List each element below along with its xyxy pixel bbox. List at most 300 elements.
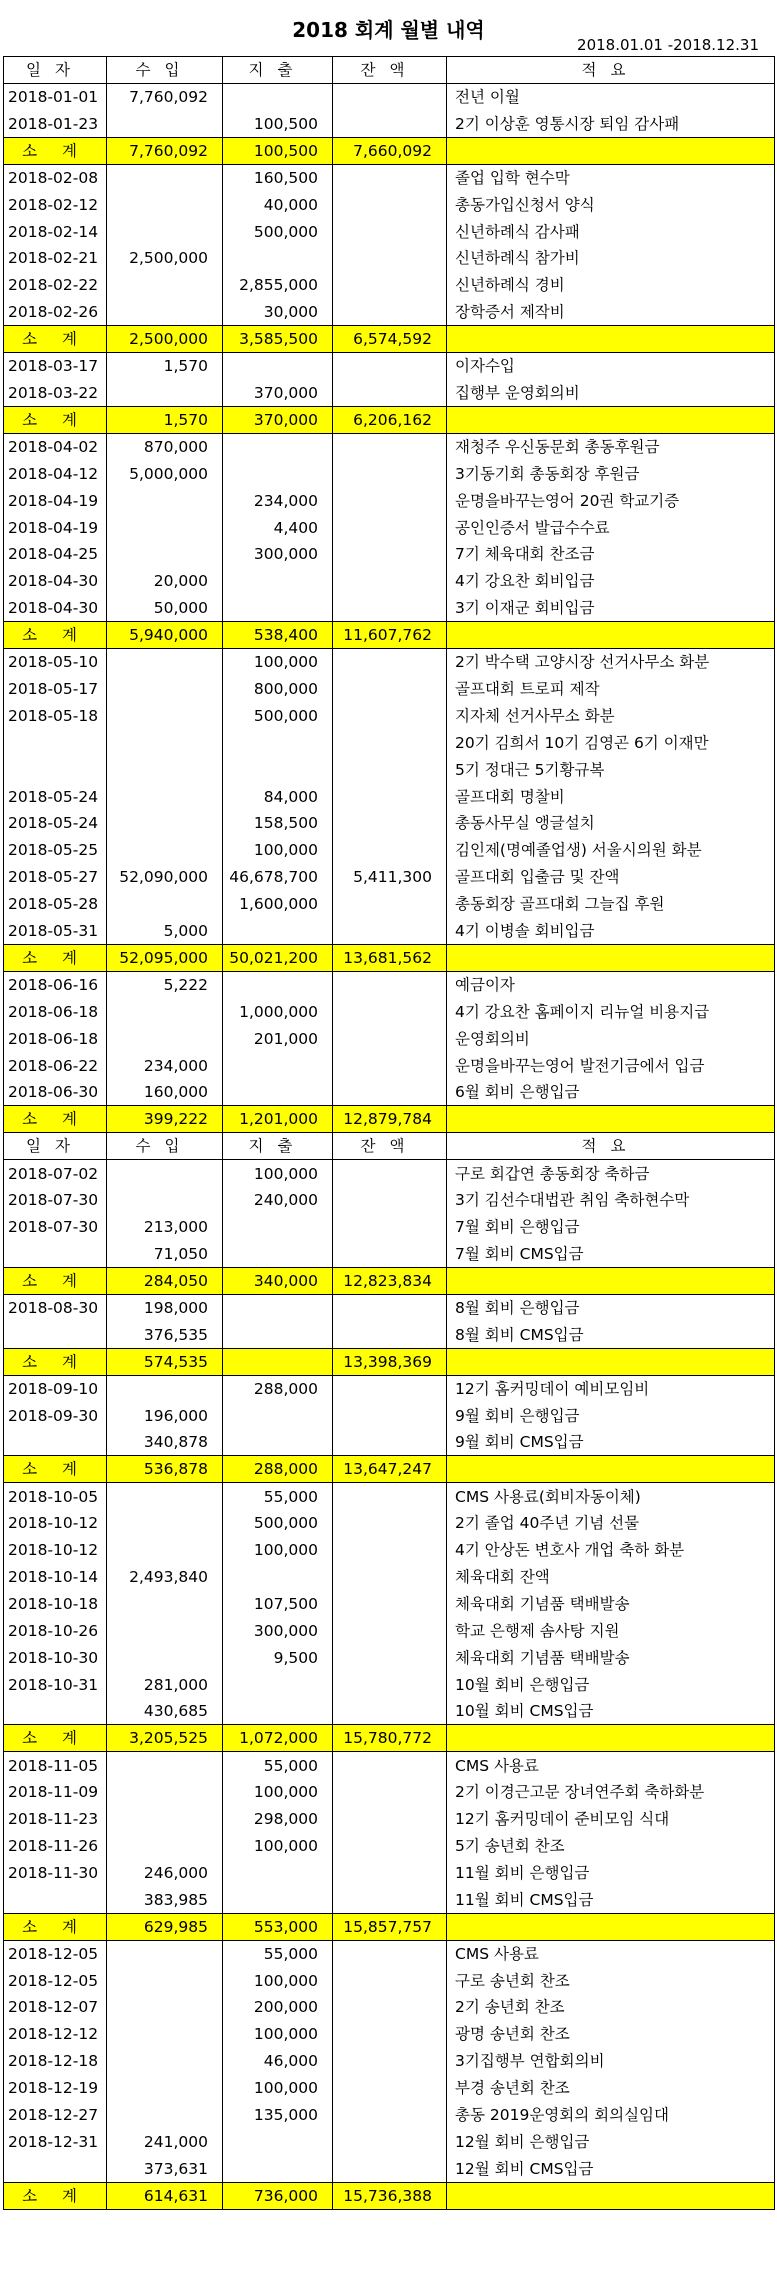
- balance-cell: [333, 783, 447, 810]
- table-row: [4, 783, 775, 810]
- expense-cell: [223, 1321, 333, 1348]
- table-row: [4, 2021, 775, 2048]
- memo-cell: 8월 회비 CMS입금: [447, 1321, 775, 1348]
- income-cell: [107, 891, 223, 918]
- date-cell: 2018-05-18: [4, 702, 107, 729]
- expense-cell: 736,000: [223, 2182, 333, 2209]
- expense-cell: [223, 1348, 333, 1375]
- table-row: [4, 84, 775, 111]
- income-cell: 160,000: [107, 1079, 223, 1106]
- subtotal-label: 소 계: [4, 1725, 107, 1752]
- date-cell: 2018-10-31: [4, 1671, 107, 1698]
- income-cell: [107, 1779, 223, 1806]
- table-row: [4, 1967, 775, 1994]
- expense-cell: 100,000: [223, 1967, 333, 1994]
- income-cell: [107, 1967, 223, 1994]
- income-cell: [107, 1940, 223, 1967]
- memo-cell: 구로 송년회 찬조: [447, 1967, 775, 1994]
- expense-cell: 1,000,000: [223, 998, 333, 1025]
- memo-cell: 신년하례식 경비: [447, 272, 775, 299]
- income-cell: 870,000: [107, 433, 223, 460]
- balance-cell: [333, 1537, 447, 1564]
- table-row: [4, 2048, 775, 2075]
- memo-cell: [447, 622, 775, 649]
- income-cell: 574,535: [107, 1348, 223, 1375]
- date-cell: [4, 729, 107, 756]
- date-cell: 2018-06-30: [4, 1079, 107, 1106]
- memo-cell: 2기 박수택 고양시장 선거사무소 화분: [447, 649, 775, 676]
- expense-cell: 298,000: [223, 1806, 333, 1833]
- memo-cell: 졸업 입학 현수막: [447, 164, 775, 191]
- expense-cell: [223, 84, 333, 111]
- expense-cell: [223, 2155, 333, 2182]
- table-row: [4, 1564, 775, 1591]
- date-cell: 2018-10-12: [4, 1510, 107, 1537]
- balance-cell: [333, 676, 447, 703]
- income-cell: [107, 1375, 223, 1402]
- income-cell: [107, 541, 223, 568]
- date-cell: 2018-01-23: [4, 110, 107, 137]
- column-header: 잔액: [333, 57, 447, 84]
- column-header: 일자: [4, 57, 107, 84]
- income-cell: [107, 218, 223, 245]
- date-cell: 2018-05-10: [4, 649, 107, 676]
- table-row: [4, 1294, 775, 1321]
- income-cell: [107, 1590, 223, 1617]
- memo-cell: 2기 이상훈 영통시장 퇴임 감사패: [447, 110, 775, 137]
- balance-cell: [333, 164, 447, 191]
- subtotal-row: [4, 622, 775, 649]
- date-cell: 2018-04-25: [4, 541, 107, 568]
- memo-cell: 광명 송년회 찬조: [447, 2021, 775, 2048]
- date-cell: 2018-10-14: [4, 1564, 107, 1591]
- income-cell: [107, 487, 223, 514]
- subtotal-label: 소 계: [4, 1456, 107, 1483]
- expense-cell: [223, 729, 333, 756]
- expense-cell: 553,000: [223, 1913, 333, 1940]
- date-cell: 2018-08-30: [4, 1294, 107, 1321]
- income-cell: 340,878: [107, 1429, 223, 1456]
- balance-cell: [333, 1644, 447, 1671]
- table-row: [4, 191, 775, 218]
- memo-cell: 이자수입: [447, 353, 775, 380]
- date-cell: 2018-12-07: [4, 1994, 107, 2021]
- memo-cell: 전년 이월: [447, 84, 775, 111]
- date-cell: 2018-04-12: [4, 460, 107, 487]
- income-cell: [107, 1617, 223, 1644]
- expense-cell: [223, 1052, 333, 1079]
- income-cell: 7,760,092: [107, 84, 223, 111]
- column-header: 수입: [107, 1133, 223, 1160]
- memo-cell: 골프대회 명찰비: [447, 783, 775, 810]
- balance-cell: [333, 84, 447, 111]
- expense-cell: 100,000: [223, 1833, 333, 1860]
- balance-cell: [333, 514, 447, 541]
- income-cell: [107, 1025, 223, 1052]
- expense-cell: 100,000: [223, 1779, 333, 1806]
- table-row: [4, 971, 775, 998]
- memo-cell: [447, 1267, 775, 1294]
- income-cell: [107, 810, 223, 837]
- income-cell: [107, 2048, 223, 2075]
- balance-cell: [333, 918, 447, 945]
- subtotal-row: [4, 326, 775, 353]
- expense-cell: [223, 1294, 333, 1321]
- balance-cell: [333, 1160, 447, 1187]
- memo-cell: 9월 회비 CMS입금: [447, 1429, 775, 1456]
- income-cell: 2,493,840: [107, 1564, 223, 1591]
- balance-cell: [333, 1564, 447, 1591]
- income-cell: [107, 729, 223, 756]
- expense-cell: 30,000: [223, 299, 333, 326]
- balance-cell: 7,660,092: [333, 137, 447, 164]
- table-header-row: [4, 1133, 775, 1160]
- expense-cell: [223, 433, 333, 460]
- date-cell: 2018-04-30: [4, 595, 107, 622]
- table-row: [4, 998, 775, 1025]
- date-cell: 2018-02-08: [4, 164, 107, 191]
- table-row: [4, 1671, 775, 1698]
- balance-cell: [333, 1967, 447, 1994]
- memo-cell: CMS 사용료: [447, 1940, 775, 1967]
- income-cell: [107, 514, 223, 541]
- subtotal-row: [4, 1456, 775, 1483]
- expense-cell: 370,000: [223, 380, 333, 407]
- income-cell: [107, 1537, 223, 1564]
- balance-cell: [333, 218, 447, 245]
- memo-cell: 골프대회 입출금 및 잔액: [447, 864, 775, 891]
- balance-cell: [333, 1294, 447, 1321]
- memo-cell: [447, 1725, 775, 1752]
- date-cell: 2018-04-30: [4, 568, 107, 595]
- table-row: [4, 2075, 775, 2102]
- memo-cell: 10월 회비 은행입금: [447, 1671, 775, 1698]
- date-cell: 2018-03-17: [4, 353, 107, 380]
- memo-cell: 20기 김희서 10기 김영곤 6기 이재만: [447, 729, 775, 756]
- income-cell: 71,050: [107, 1241, 223, 1268]
- subtotal-label: 소 계: [4, 406, 107, 433]
- balance-cell: [333, 1402, 447, 1429]
- expense-cell: 158,500: [223, 810, 333, 837]
- table-row: [4, 460, 775, 487]
- expense-cell: [223, 1671, 333, 1698]
- table-row: [4, 433, 775, 460]
- income-cell: [107, 783, 223, 810]
- balance-cell: [333, 2102, 447, 2129]
- date-cell: 2018-05-17: [4, 676, 107, 703]
- column-header: 적요: [447, 1133, 775, 1160]
- expense-cell: 538,400: [223, 622, 333, 649]
- table-row: [4, 245, 775, 272]
- date-cell: 2018-09-30: [4, 1402, 107, 1429]
- memo-cell: 공인인증서 발급수수료: [447, 514, 775, 541]
- date-cell: 2018-06-16: [4, 971, 107, 998]
- date-cell: 2018-12-31: [4, 2129, 107, 2156]
- memo-cell: [447, 1913, 775, 1940]
- memo-cell: [447, 1456, 775, 1483]
- balance-cell: [333, 1671, 447, 1698]
- expense-cell: [223, 245, 333, 272]
- date-cell: 2018-05-25: [4, 837, 107, 864]
- table-row: [4, 1537, 775, 1564]
- table-row: [4, 595, 775, 622]
- subtotal-label: 소 계: [4, 1106, 107, 1133]
- income-cell: 213,000: [107, 1214, 223, 1241]
- balance-cell: [333, 433, 447, 460]
- income-cell: [107, 380, 223, 407]
- income-cell: 234,000: [107, 1052, 223, 1079]
- report-title: 2018 회계 월별 내역: [292, 18, 485, 42]
- memo-cell: 2기 졸업 40주년 기념 선물: [447, 1510, 775, 1537]
- memo-cell: 지자체 선거사무소 화분: [447, 702, 775, 729]
- income-cell: [107, 110, 223, 137]
- date-cell: [4, 1429, 107, 1456]
- balance-cell: 13,681,562: [333, 944, 447, 971]
- subtotal-label: 소 계: [4, 944, 107, 971]
- subtotal-label: 소 계: [4, 1267, 107, 1294]
- expense-cell: 300,000: [223, 541, 333, 568]
- memo-cell: 운명을바꾸는영어 20권 학교기증: [447, 487, 775, 514]
- income-cell: 376,535: [107, 1321, 223, 1348]
- date-cell: 2018-09-10: [4, 1375, 107, 1402]
- balance-cell: [333, 299, 447, 326]
- balance-cell: [333, 1375, 447, 1402]
- income-cell: 2,500,000: [107, 245, 223, 272]
- memo-cell: 2기 송년회 찬조: [447, 1994, 775, 2021]
- date-cell: [4, 1321, 107, 1348]
- income-cell: 198,000: [107, 1294, 223, 1321]
- income-cell: 196,000: [107, 1402, 223, 1429]
- date-cell: 2018-03-22: [4, 380, 107, 407]
- memo-cell: 예금이자: [447, 971, 775, 998]
- expense-cell: 240,000: [223, 1187, 333, 1214]
- balance-cell: [333, 2048, 447, 2075]
- expense-cell: [223, 353, 333, 380]
- expense-cell: 40,000: [223, 191, 333, 218]
- memo-cell: 4기 안상돈 변호사 개업 축하 화분: [447, 1537, 775, 1564]
- date-cell: 2018-05-24: [4, 783, 107, 810]
- table-row: [4, 676, 775, 703]
- balance-cell: 13,398,369: [333, 1348, 447, 1375]
- memo-cell: [447, 1348, 775, 1375]
- memo-cell: 3기 이재군 회비입금: [447, 595, 775, 622]
- table-row: [4, 2129, 775, 2156]
- income-cell: [107, 2075, 223, 2102]
- income-cell: 52,090,000: [107, 864, 223, 891]
- balance-cell: [333, 1806, 447, 1833]
- expense-cell: 55,000: [223, 1752, 333, 1779]
- table-row: [4, 837, 775, 864]
- income-cell: 430,685: [107, 1698, 223, 1725]
- memo-cell: CMS 사용료(회비자동이체): [447, 1483, 775, 1510]
- balance-cell: 11,607,762: [333, 622, 447, 649]
- memo-cell: 7월 회비 은행입금: [447, 1214, 775, 1241]
- balance-cell: [333, 487, 447, 514]
- balance-cell: [333, 568, 447, 595]
- income-cell: [107, 1160, 223, 1187]
- expense-cell: 100,000: [223, 1160, 333, 1187]
- income-cell: [107, 272, 223, 299]
- memo-cell: 3기동기회 총동회장 후원금: [447, 460, 775, 487]
- balance-cell: [333, 756, 447, 783]
- date-cell: 2018-12-27: [4, 2102, 107, 2129]
- date-cell: 2018-07-30: [4, 1214, 107, 1241]
- column-header: 지출: [223, 57, 333, 84]
- balance-cell: 15,736,388: [333, 2182, 447, 2209]
- subtotal-row: [4, 1725, 775, 1752]
- expense-cell: [223, 1564, 333, 1591]
- table-row: [4, 756, 775, 783]
- expense-cell: 100,000: [223, 2021, 333, 2048]
- income-cell: [107, 1752, 223, 1779]
- memo-cell: 총동가입신청서 양식: [447, 191, 775, 218]
- column-header: 수입: [107, 57, 223, 84]
- balance-cell: [333, 595, 447, 622]
- date-cell: 2018-04-19: [4, 487, 107, 514]
- table-row: [4, 2155, 775, 2182]
- date-cell: 2018-12-05: [4, 1940, 107, 1967]
- expense-cell: 288,000: [223, 1375, 333, 1402]
- expense-cell: 100,500: [223, 110, 333, 137]
- memo-cell: 3기 김선수대법관 취임 축하현수막: [447, 1187, 775, 1214]
- table-row: [4, 864, 775, 891]
- ledger-body: [4, 57, 775, 2210]
- memo-cell: 8월 회비 은행입금: [447, 1294, 775, 1321]
- subtotal-row: [4, 2182, 775, 2209]
- expense-cell: 100,000: [223, 837, 333, 864]
- expense-cell: 1,072,000: [223, 1725, 333, 1752]
- subtotal-label: 소 계: [4, 326, 107, 353]
- date-cell: 2018-05-27: [4, 864, 107, 891]
- subtotal-row: [4, 1913, 775, 1940]
- report-period: 2018.01.01 -2018.12.31: [577, 36, 759, 54]
- table-row: [4, 541, 775, 568]
- memo-cell: 장학증서 제작비: [447, 299, 775, 326]
- income-cell: 52,095,000: [107, 944, 223, 971]
- table-row: [4, 891, 775, 918]
- expense-cell: 1,600,000: [223, 891, 333, 918]
- memo-cell: 4기 강요찬 회비입금: [447, 568, 775, 595]
- memo-cell: [447, 137, 775, 164]
- table-row: [4, 487, 775, 514]
- table-row: [4, 1617, 775, 1644]
- balance-cell: [333, 191, 447, 218]
- table-row: [4, 1402, 775, 1429]
- balance-cell: [333, 1752, 447, 1779]
- memo-cell: 체육대회 기념품 택배발송: [447, 1644, 775, 1671]
- table-row: [4, 1886, 775, 1913]
- income-cell: 20,000: [107, 568, 223, 595]
- income-cell: 536,878: [107, 1456, 223, 1483]
- date-cell: 2018-12-19: [4, 2075, 107, 2102]
- expense-cell: 107,500: [223, 1590, 333, 1617]
- expense-cell: [223, 1886, 333, 1913]
- balance-cell: [333, 245, 447, 272]
- memo-cell: 총동 2019운영회의 회의실임대: [447, 2102, 775, 2129]
- balance-cell: [333, 702, 447, 729]
- date-cell: 2018-01-01: [4, 84, 107, 111]
- expense-cell: [223, 1698, 333, 1725]
- expense-cell: [223, 1859, 333, 1886]
- memo-cell: [447, 2182, 775, 2209]
- income-cell: [107, 299, 223, 326]
- income-cell: [107, 756, 223, 783]
- table-row: [4, 299, 775, 326]
- balance-cell: [333, 1859, 447, 1886]
- balance-cell: [333, 837, 447, 864]
- date-cell: 2018-11-26: [4, 1833, 107, 1860]
- memo-cell: [447, 326, 775, 353]
- expense-cell: 100,000: [223, 649, 333, 676]
- balance-cell: 6,574,592: [333, 326, 447, 353]
- subtotal-row: [4, 1348, 775, 1375]
- balance-cell: [333, 1886, 447, 1913]
- date-cell: 2018-04-19: [4, 514, 107, 541]
- income-cell: 5,222: [107, 971, 223, 998]
- balance-cell: [333, 810, 447, 837]
- balance-cell: [333, 891, 447, 918]
- date-cell: 2018-05-28: [4, 891, 107, 918]
- balance-cell: [333, 971, 447, 998]
- balance-cell: [333, 1052, 447, 1079]
- date-cell: [4, 1241, 107, 1268]
- balance-cell: [333, 1241, 447, 1268]
- memo-cell: 5기 송년회 찬조: [447, 1833, 775, 1860]
- balance-cell: [333, 998, 447, 1025]
- income-cell: [107, 649, 223, 676]
- date-cell: 2018-11-30: [4, 1859, 107, 1886]
- subtotal-label: 소 계: [4, 1348, 107, 1375]
- subtotal-row: [4, 1106, 775, 1133]
- table-row: [4, 649, 775, 676]
- expense-cell: [223, 2129, 333, 2156]
- expense-cell: 200,000: [223, 1994, 333, 2021]
- expense-cell: 300,000: [223, 1617, 333, 1644]
- income-cell: 241,000: [107, 2129, 223, 2156]
- memo-cell: 5기 정대근 5기황규복: [447, 756, 775, 783]
- table-row: [4, 918, 775, 945]
- memo-cell: [447, 406, 775, 433]
- balance-cell: [333, 1994, 447, 2021]
- table-row: [4, 1940, 775, 1967]
- expense-cell: [223, 460, 333, 487]
- table-row: [4, 1079, 775, 1106]
- memo-cell: 체육대회 기념품 택배발송: [447, 1590, 775, 1617]
- date-cell: 2018-12-12: [4, 2021, 107, 2048]
- income-cell: [107, 998, 223, 1025]
- date-cell: [4, 1886, 107, 1913]
- income-cell: [107, 1994, 223, 2021]
- date-cell: 2018-07-02: [4, 1160, 107, 1187]
- income-cell: [107, 191, 223, 218]
- memo-cell: 11월 회비 은행입금: [447, 1859, 775, 1886]
- table-row: [4, 1375, 775, 1402]
- memo-cell: 부경 송년회 찬조: [447, 2075, 775, 2102]
- table-row: [4, 1644, 775, 1671]
- expense-cell: 46,000: [223, 2048, 333, 2075]
- balance-cell: [333, 460, 447, 487]
- table-row: [4, 1752, 775, 1779]
- expense-cell: 100,000: [223, 2075, 333, 2102]
- memo-cell: 신년하례식 참가비: [447, 245, 775, 272]
- memo-cell: 운영회의비: [447, 1025, 775, 1052]
- subtotal-label: 소 계: [4, 2182, 107, 2209]
- income-cell: 383,985: [107, 1886, 223, 1913]
- memo-cell: 구로 회갑연 총동회장 축하금: [447, 1160, 775, 1187]
- memo-cell: 2기 이경근고문 장녀연주회 축하화분: [447, 1779, 775, 1806]
- income-cell: [107, 1833, 223, 1860]
- income-cell: 7,760,092: [107, 137, 223, 164]
